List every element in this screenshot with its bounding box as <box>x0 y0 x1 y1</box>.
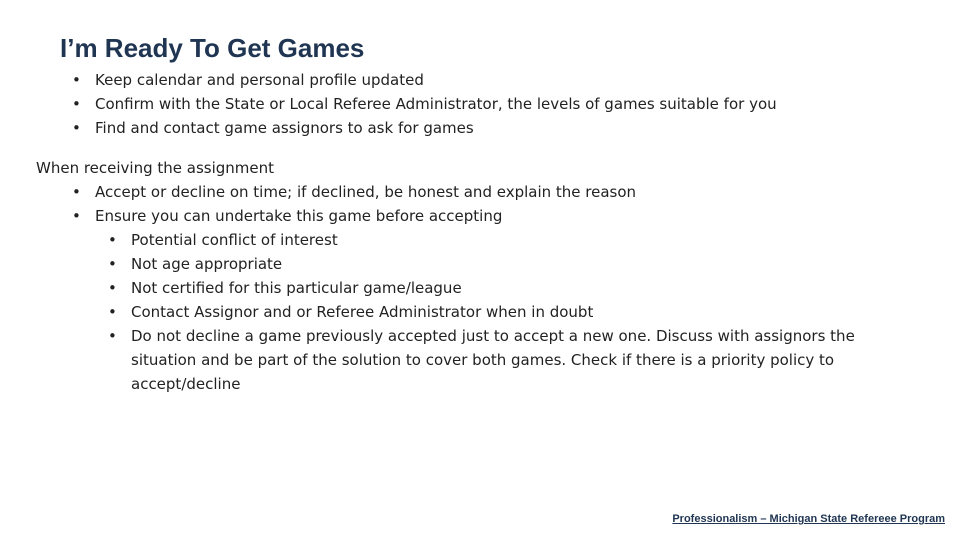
sub-bullet-item: • Not certified for this particular game/league <box>0 276 960 300</box>
sub-bullet-item: • Not age appropriate <box>0 252 960 276</box>
top-bullet-list <box>0 68 960 140</box>
bullet-item: • Find and contact game assignors to ask for games <box>0 116 960 140</box>
slide-body <box>0 68 960 396</box>
footer-text: Professionalism – Michigan State Refereee Program <box>672 513 945 525</box>
sub-bullet-item: • Do not decline a game previously accepted just to accept a new one. Discuss with assignors the situation and be part of the solution to cover both games. Check if there is a priority policy to accept/decline <box>0 324 911 396</box>
sub-bullet-item: • Contact Assignor and or Referee Administrator when in doubt <box>0 300 960 324</box>
bullet-item: • Confirm with the State or Local Referee Administrator, the levels of games suitable for you <box>0 92 960 116</box>
section-intro: When receiving the assignment <box>36 159 275 177</box>
sub-bullet-list <box>0 228 960 396</box>
bullet-item: • Ensure you can undertake this game before accepting <box>0 204 960 228</box>
bullet-item: • Accept or decline on time; if declined, be honest and explain the reason <box>0 180 960 204</box>
slide-title: I’m Ready To Get Games <box>60 33 365 63</box>
assignment-bullet-list <box>0 180 960 228</box>
sub-bullet-item: • Potential conflict of interest <box>0 228 960 252</box>
bullet-item: • Keep calendar and personal profile updated <box>0 68 960 92</box>
